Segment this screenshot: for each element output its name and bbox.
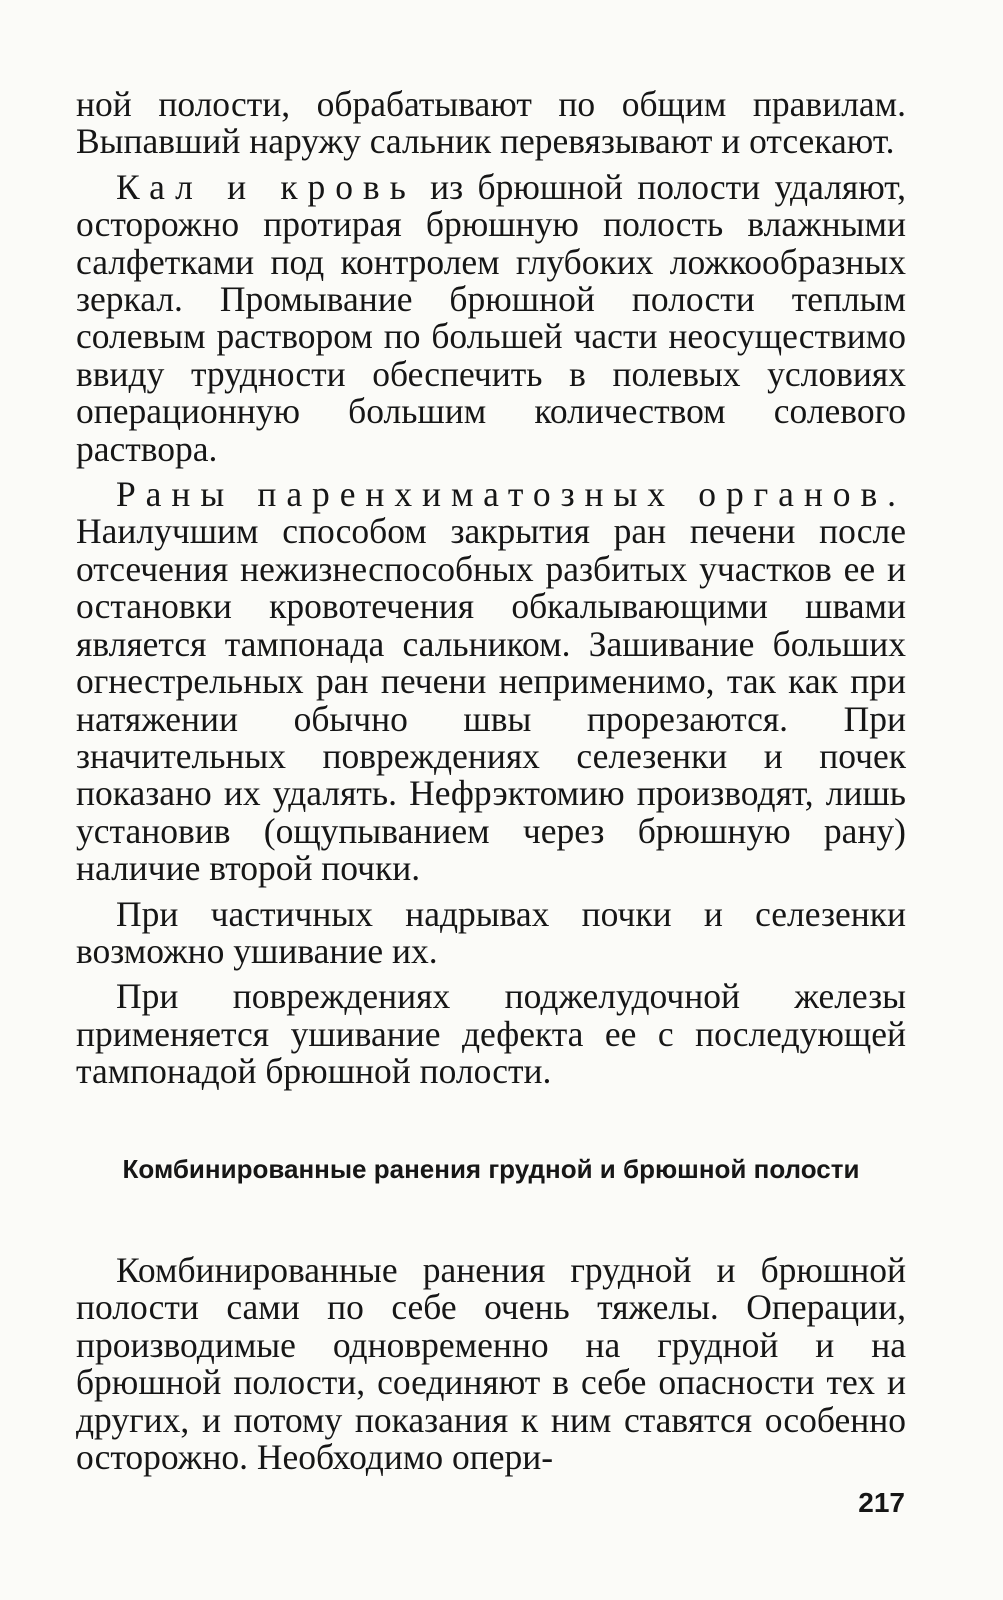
paragraph-pancreas: При повреждениях поджелудочной железы применяется ушивание дефекта ее с последующей тампонадой брюшной полости.	[76, 976, 906, 1092]
run-in-heading-parenchymal-wounds: Раны паренхиматозных органов.	[116, 474, 906, 515]
section-heading: Комбинированные ранения грудной и брюшной полости	[122, 1154, 860, 1184]
paragraph-partial-tears: При частичных надрывах почки и селезенки возможно ушивание их.	[76, 893, 906, 971]
paragraph-parenchymal-wounds	[76, 476, 906, 887]
paragraph-body: Наилучшим способом закрытия ран печени после отсечения нежизнеспособных разбитых участков ее и остановки кровотечения обкалывающими швами является тампонада сальником. Зашивание больших огнестрельных ран печени неприменимо, так как при натяжении обычно швы прорезаются. При значительных повреждениях селезенки и почек показано их удалять. Нефрэктомию производят, лишь установив (ощупыванием через брюшную рану) наличие второй почки.	[76, 511, 906, 889]
paragraph-body: из брюшной полости удаляют, осторожно протирая брюшную полость влажными салфетками под контролем глубоких ложкообразных зеркал. Промывание брюшной полости теплым солевым раствором по большей части неосуществимо ввиду трудности обеспечить в полевых условиях операционную большим количеством солевого раствора.	[76, 166, 907, 469]
bottom-text-block	[76, 1252, 906, 1476]
page-number: 217	[858, 1487, 905, 1518]
paragraph-combined-wounds: Комбинированные ранения грудной и брюшной полости сами по себе очень тяжелы. Операции, производимые одновременно на грудной и на брюшной полости, соединяют в себе опасности тех и других, и потому показания к ним ставятся особенно осторожно. Необходимо опери-	[76, 1250, 906, 1478]
run-in-heading-feces-blood: Кал и кровь	[116, 166, 416, 207]
paragraph-feces-blood	[76, 166, 907, 469]
top-text-block	[76, 86, 906, 1091]
paragraph-continuation: ной полости, обрабатывают по общим правилам. Выпавший наружу сальник перевязывают и отсекают.	[76, 84, 906, 162]
